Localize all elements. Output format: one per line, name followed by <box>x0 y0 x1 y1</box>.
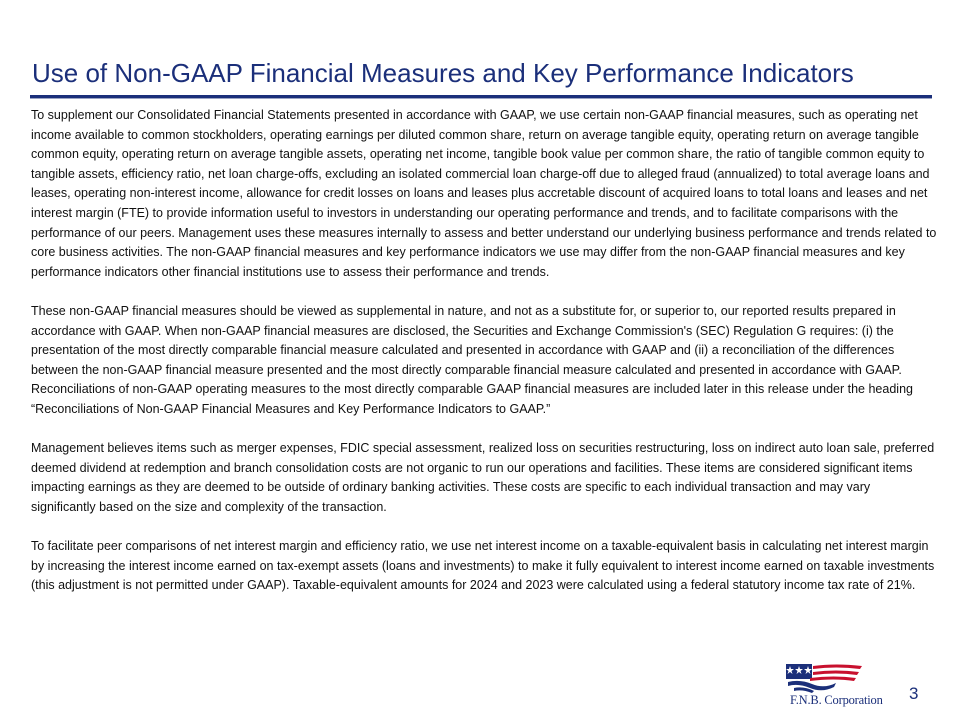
paragraph-regulation-g: These non-GAAP financial measures should be viewed as supplemental in nature, and not as a substitute for, or superior to, our reported results prepared in accordance with GAAP. When non-GAAP financial measures are disclosed, the Securities and Exchange Commission's (SEC) Regulation G requires: (i) the presentation of the most directly comparable financial measure calculated and presented in accordance with GAAP and (ii) a reconciliation of the differences between the non-GAAP financial measure presented and the most directly comparable financial measure calculated and presented in accordance with GAAP. Reconciliations of non-GAAP operating measures to the most directly comparable GAAP financial measures are included later in this release under the heading “Reconciliations of Non-GAAP Financial Measures and Key Performance Indicators to GAAP.” <box>31 303 913 416</box>
page-number: 3 <box>909 684 919 703</box>
title-rule-shadow <box>30 98 932 99</box>
fnb-logo-icon <box>786 664 862 696</box>
body-text <box>31 106 937 615</box>
fnb-logo <box>786 664 886 710</box>
paragraph-taxable-equivalent: To facilitate peer comparisons of net interest margin and efficiency ratio, we use net interest income on a taxable-equivalent basis in calculating net interest margin by increasing the interest income earned on tax-exempt assets (loans and investments) to make it fully equivalent to interest income earned on taxable investments (this adjustment is not permitted under GAAP). Taxable-equivalent amounts for 2024 and 2023 were calculated using a federal statutory income tax rate of 21%. <box>31 539 935 593</box>
paragraph-significant-items: Management believes items such as merger expenses, FDIC special assessment, realized loss on securities restructuring, loss on indirect auto loan sale, preferred deemed dividend at redemption and branch consolidation costs are not organic to run our operations and facilities. These items are considered significant items impacting earnings as they are deemed to be outside of ordinary banking activities. These costs are specific to each individual transaction and may vary significantly based on the size and complexity of the transaction. <box>31 441 935 514</box>
logo-text: F.N.B. Corporation <box>790 693 883 707</box>
slide-title: Use of Non-GAAP Financial Measures and Key Performance Indicators <box>32 58 854 88</box>
paragraph-non-gaap-measures: To supplement our Consolidated Financial Statements presented in accordance with GAAP, we use certain non-GAAP financial measures, such as operating net income available to common stockholders, operating earnings per diluted common share, return on average tangible equity, operating return on average tangible common equity, operating return on average tangible assets, operating net income, tangible book value per common share, the ratio of tangible common equity to tangible assets, efficiency ratio, net loan charge-offs, excluding an isolated commercial loan charge-off due to alleged fraud (annualized) to total average loans and leases, operating non-interest income, allowance for credit losses on loans and leases plus accretable discount of acquired loans to total loans and leases and net interest margin (FTE) to provide information useful to investors in understanding our operating performance and trends, and to facilitate comparisons with the performance of our peers. Management uses these measures internally to assess and better understand our underlying business performance and trends related to core business activities. The non-GAAP financial measures and key performance indicators we use may differ from the non-GAAP financial measures and key performance indicators other financial institutions use to assess their performance and trends. <box>31 108 937 279</box>
